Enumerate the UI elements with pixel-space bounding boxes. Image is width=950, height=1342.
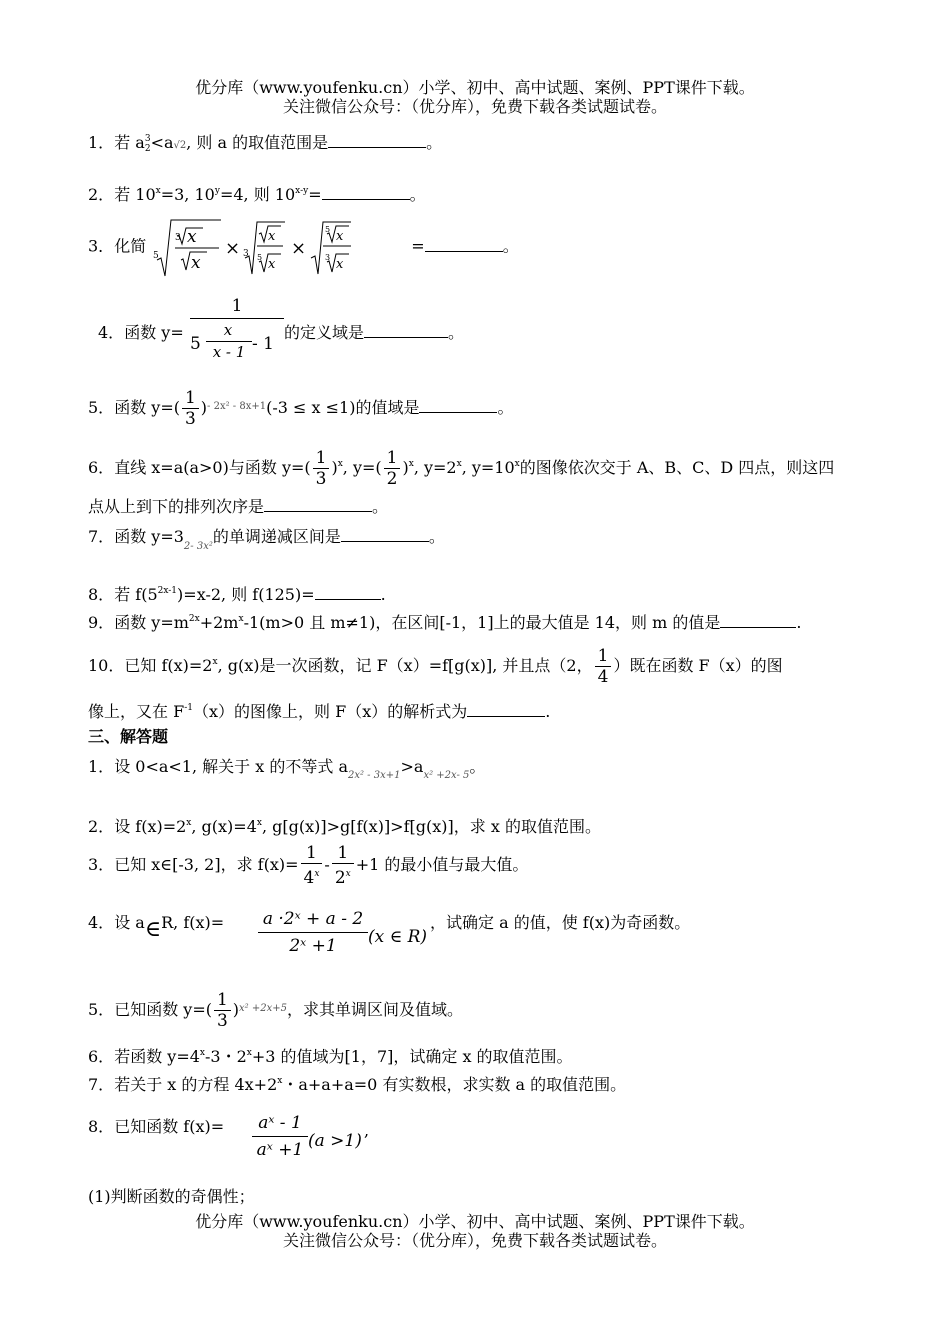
svg-text:5: 5 [153,251,160,261]
punctuation: 。 [428,527,445,546]
question-number: 7． [88,1075,115,1094]
answer-question-8 [88,1110,898,1170]
svg-text:3: 3 [325,253,331,262]
exponent: x² +2x+5 [239,1003,287,1014]
question-text: -1(m>0 且 m≠1)，在区间[-1，1]上的最大值是 14，则 m 的值是 [243,613,721,632]
question-2 [88,180,898,206]
svg-text:5: 5 [257,253,263,262]
fraction-one-half: $\frac{1}{2}$ [384,448,401,489]
question-text: ，求其单调区间及值域。 [287,1000,464,1019]
sqrt-exponent: √2 [173,140,187,151]
question-text: 点从上到下的排列次序是 [88,497,265,516]
numerator: a ·2ˣ + a - 2 [258,906,368,933]
question-9 [88,608,898,634]
paren: ) [402,458,409,477]
answer-blank[interactable] [341,527,429,542]
exponent: x [246,1048,252,1058]
question-text: 已知函数 f(x)= [114,1117,225,1136]
question-10 [88,640,898,688]
question-text: 函数 y= [124,323,184,342]
question-text: , y=2 [413,458,457,477]
answer-question-5 [88,986,898,1034]
svg-text:×: × [291,238,307,259]
question-text: 函数 y=m [114,613,189,632]
exponent: x [155,186,161,196]
answer-question-3 [88,842,898,892]
question-number: 3． [88,236,115,256]
radical-expression [151,214,411,280]
answer-blank[interactable] [364,323,448,338]
question-text: 的定义域是 [284,323,365,342]
exponent: x [212,657,218,667]
question-number: 4． [98,323,125,342]
paren: ) [200,398,208,417]
exponent: 2x-1 [157,586,178,596]
domain-condition: (x ∈ R) [368,927,428,947]
question-text: 若 f(5 [114,585,158,604]
exponent-denominator: x - 1 [206,341,252,362]
denominator: 2ˣ +1 [289,936,337,956]
question-number: 5． [88,1000,115,1019]
element-of-symbol: ∈ [144,917,162,942]
fraction-one-third: $\frac{1}{3}$ [313,448,330,489]
svg-text:×: × [225,238,241,259]
constant: - 1 [252,334,274,354]
question-text: R, f(x)= [161,913,225,932]
question-text: 直线 x=a(a>0)与函数 y=( [114,458,311,477]
answer-question-4 [88,906,898,966]
exponent-numerator: x [223,321,233,339]
question-number: 9． [88,613,115,632]
question-text: , g(x)是一次函数，记 F（x）=f[g(x)], 并且点（2， [217,656,593,675]
question-text: +1 的最小值与最大值。 [355,855,529,874]
question-text: +3 的值域为[1，7]，试确定 x 的取值范围。 [251,1047,573,1066]
question-number: 7． [88,527,115,546]
question-text: =4, 则 10 [219,185,296,204]
question-number: 6． [88,458,115,477]
question-text: 设 f(x)=2 [114,817,187,836]
punctuation: . [545,702,551,721]
question-number: 1． [88,133,115,152]
exponent: -1 [184,703,193,713]
domain-condition: (a >1) [308,1131,362,1151]
answer-question-8-part-1: (1)判断函数的奇偶性； [88,1187,255,1206]
exponent: - 2x² - 8x+1 [207,401,267,412]
question-text: , g(x)=4 [191,817,257,836]
question-text: >a [400,757,424,776]
exponent: x [277,1076,283,1086]
exponent: x-y [295,186,309,196]
question-text: , g[g(x)]>g[f(x)]>f[g(x)]，求 x 的取值范围。 [261,817,601,836]
paren: ) [331,458,338,477]
answer-blank[interactable] [425,237,503,252]
punctuation: . [796,613,802,632]
exponent: x [337,459,343,469]
page-header-line-1: 优分库（www.youfenku.cn）小学、初中、高中试题、案例、PPT课件下载。 [195,78,755,97]
question-10-line-2 [88,697,898,723]
answer-blank[interactable] [328,133,426,148]
fraction-one-third: $\frac{1}{3}$ [214,990,231,1031]
question-text: 已知函数 y=( [114,1000,212,1019]
question-text: 设 0<a<1, 解关于 x 的不等式 a [114,757,348,776]
question-number: 10． [88,656,125,675]
numerator: aˣ - 1 [252,1110,308,1137]
numerator: 1 [231,296,243,316]
punctuation: 。 [409,185,426,204]
question-text: 已知 f(x)=2 [124,656,213,675]
question-text: , y=10 [461,458,515,477]
punctuation: , [364,1121,370,1140]
punctuation: 。 [426,133,443,152]
exponent: x [514,459,520,469]
question-number: 2． [88,185,115,204]
answer-blank[interactable] [419,398,497,413]
page-footer-line-2: 关注微信公众号：（优分库），免费下载各类试题试卷。 [282,1231,667,1250]
question-number: 8． [88,1117,115,1136]
question-number: 1． [88,757,115,776]
question-number: 3． [88,855,115,874]
question-text: )=x-2, 则 f(125)= [177,585,315,604]
svg-text:x: x [268,229,276,244]
fraction-one-over-4x: $\frac{1}{4^x}$ [301,843,323,888]
exponent-fraction: 3 2 [144,133,151,154]
page-header-line-2: 关注微信公众号：（优分库），免费下载各类试题试卷。 [282,97,667,116]
svg-text:x: x [336,229,344,244]
question-text: 化简 [114,236,147,256]
exponent: x [408,459,414,469]
question-text: ・a+a+a=0 有实数根，求实数 a 的取值范围。 [282,1075,627,1094]
fraction [258,906,368,959]
question-text: （x）的图像上，则 F（x）的解析式为 [192,702,468,721]
fraction [252,1110,308,1163]
svg-text:3: 3 [243,249,250,259]
question-text: 的图像依次交于 A、B、C、D 四点，则这四 [519,458,835,477]
denominator: aˣ +1 [256,1140,304,1160]
equals: = [308,185,322,204]
question-text: , y=( [342,458,382,477]
exponent: x [256,818,262,828]
question-text: , 则 a 的取值范围是 [186,133,329,152]
question-text: 若函数 y=4 [114,1047,200,1066]
answer-blank[interactable] [322,185,410,200]
question-number: 8． [88,585,115,604]
exponent: 2- 3x² [183,541,213,552]
question-6-line-2 [88,496,898,518]
answer-question-6 [88,1042,898,1068]
fraction-one-over-2x: $\frac{1}{2^x}$ [332,843,354,888]
paren: ) [232,1000,240,1019]
exponent: x [238,614,244,624]
exponent: x [186,818,192,828]
question-text: (-3 ≤ x ≤1)的值域是 [266,398,420,417]
question-8 [88,580,898,606]
exponent: 2x² - 3x+1 [347,770,401,781]
question-text: 的单调递减区间是 [212,527,341,546]
question-number: 6． [88,1047,115,1066]
fraction [190,294,284,367]
page-footer-line-1: 优分库（www.youfenku.cn）小学、初中、高中试题、案例、PPT课件下载。 [195,1212,755,1231]
question-text: 若 10 [114,185,156,204]
question-7 [88,526,898,558]
svg-text:x: x [187,227,197,247]
question-text: <a [150,133,174,152]
minus: - [324,855,330,874]
base: 5 [190,334,201,354]
answer-question-2 [88,812,898,838]
svg-text:x: x [336,257,344,272]
question-text: 函数 y=3 [114,527,184,546]
question-5 [88,384,898,430]
question-text: 像上，又在 F [88,702,185,721]
question-6 [88,440,898,488]
answer-blank[interactable] [467,702,545,717]
question-text: +2m [199,613,239,632]
question-number: 4． [88,913,115,932]
punctuation: 。 [502,236,519,256]
fraction-one-quarter: $\frac{1}{4}$ [595,646,612,687]
svg-text:x: x [268,257,276,272]
equals: = [411,236,425,256]
question-4 [88,294,898,374]
question-text: 设 a [114,913,145,932]
svg-text:3: 3 [175,233,182,243]
question-text: 函数 y=( [114,398,180,417]
question-number: 5． [88,398,115,417]
exponent: x [199,1048,205,1058]
question-text: ）既在函数 F（x）的图 [613,656,783,675]
punctuation: 。 [469,757,486,776]
answer-blank[interactable] [264,497,372,512]
answer-question-7 [88,1070,898,1096]
question-text: -3・2 [204,1047,247,1066]
punctuation: 。 [448,323,465,342]
exponent: x² +2x- 5 [423,770,470,781]
answer-blank[interactable] [720,613,796,628]
answer-blank[interactable] [315,585,381,600]
question-text: =3, 10 [160,185,215,204]
punctuation: 。 [372,497,389,516]
exponent: 2x [188,614,200,624]
question-text: 已知 x∈[-3, 2]，求 f(x)= [114,855,299,874]
question-text: 若关于 x 的方程 4x+2 [114,1075,278,1094]
question-3 [88,214,898,284]
question-text: 若 a [114,133,145,152]
exponent: x [456,459,462,469]
question-number: 2． [88,817,115,836]
svg-text:x: x [191,253,201,273]
punctuation: 。 [497,398,514,417]
svg-text:5: 5 [325,225,331,234]
answer-question-1 [88,756,898,787]
punctuation: . [380,585,386,604]
fraction-one-third: $\frac{1}{3}$ [182,388,199,429]
exponent: y [214,186,220,196]
question-text: ，试确定 a 的值，使 f(x)为奇函数。 [430,913,691,932]
section-title: 三、解答题 [88,727,169,746]
question-1 [88,132,898,157]
